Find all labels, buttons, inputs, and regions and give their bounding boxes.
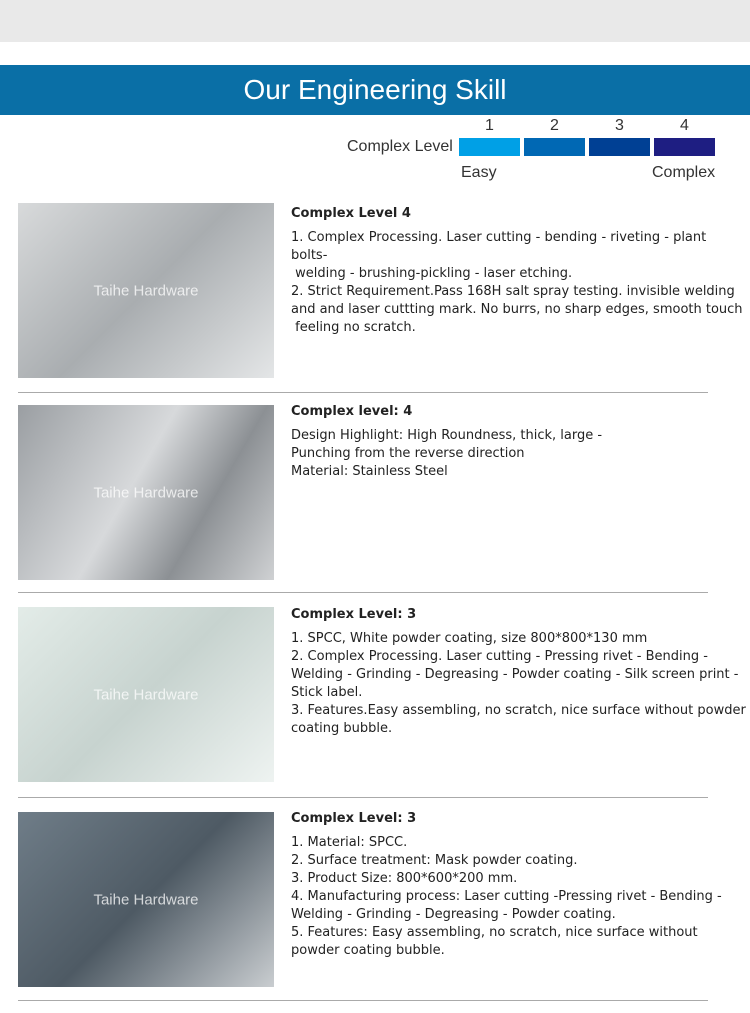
product-photo [18,405,274,580]
legend-label: Complex Level [347,138,453,155]
description-line: 3. Features.Easy assembling, no scratch, nice surface without powder coating bubble. [291,703,750,736]
description-line: 1. SPCC, White powder coating, size 800*800*130 mm [291,631,648,646]
description-line: 5. Features: Easy assembling, no scratch, nice surface without powder coating bubble. [291,925,702,958]
description-line: Design Highlight: High Roundness, thick, large - Punching from the reverse direction [291,428,603,461]
level-number: 2 [550,117,559,134]
description-line: Material: Stainless Steel [291,464,448,479]
product-description [291,205,746,337]
description-line: 2. Complex Processing. Laser cutting - Pressing rivet - Bending - Welding - Grinding - Degreasing - Powder coating - Silk screen print - Stick label. [291,649,743,700]
level-number: 3 [615,117,624,134]
page-title: Our Engineering Skill [0,65,750,115]
top-band [0,0,750,42]
description-line: 1. Material: SPCC. [291,835,408,850]
divider [18,1000,708,1001]
product-photo [18,203,274,378]
description-line: 2. Surface treatment: Mask powder coating. [291,853,578,868]
product-photo [18,607,274,782]
legend-complex: Complex [652,164,716,181]
divider [18,392,708,393]
divider [18,592,708,593]
watermark: Taihe Hardware [93,282,199,299]
product-title: Complex Level: 3 [291,607,417,622]
description-line: 2. Strict Requirement.Pass 168H salt spray testing. invisible welding and and laser cuttting mark. No burrs, no sharp edges, smooth touch feeling no scratch. [291,284,743,335]
description-line: 1. Complex Processing. Laser cutting - bending - riveting - plant bolts- welding - brushing-pickling - laser etching. [291,230,707,281]
product-title: Complex Level: 3 [291,811,417,826]
level-number: 4 [680,117,689,134]
level-number: 1 [485,117,494,134]
product-description [291,606,750,738]
level-swatch-4 [654,138,715,156]
product-title: Complex Level 4 [291,206,411,221]
product-description [291,403,746,481]
description-line: 4. Manufacturing process: Laser cutting -Pressing rivet - Bending - Welding - Grinding - Degreasing - Powder coating. [291,889,726,922]
legend-easy: Easy [461,164,497,181]
watermark: Taihe Hardware [93,891,199,908]
level-swatch-3 [589,138,650,156]
watermark: Taihe Hardware [93,686,199,703]
watermark: Taihe Hardware [93,484,199,501]
level-swatch-2 [524,138,585,156]
level-swatch-1 [459,138,520,156]
divider [18,797,708,798]
product-title: Complex level: 4 [291,404,413,419]
product-photo [18,812,274,987]
product-description [291,810,746,960]
description-line: 3. Product Size: 800*600*200 mm. [291,871,518,886]
